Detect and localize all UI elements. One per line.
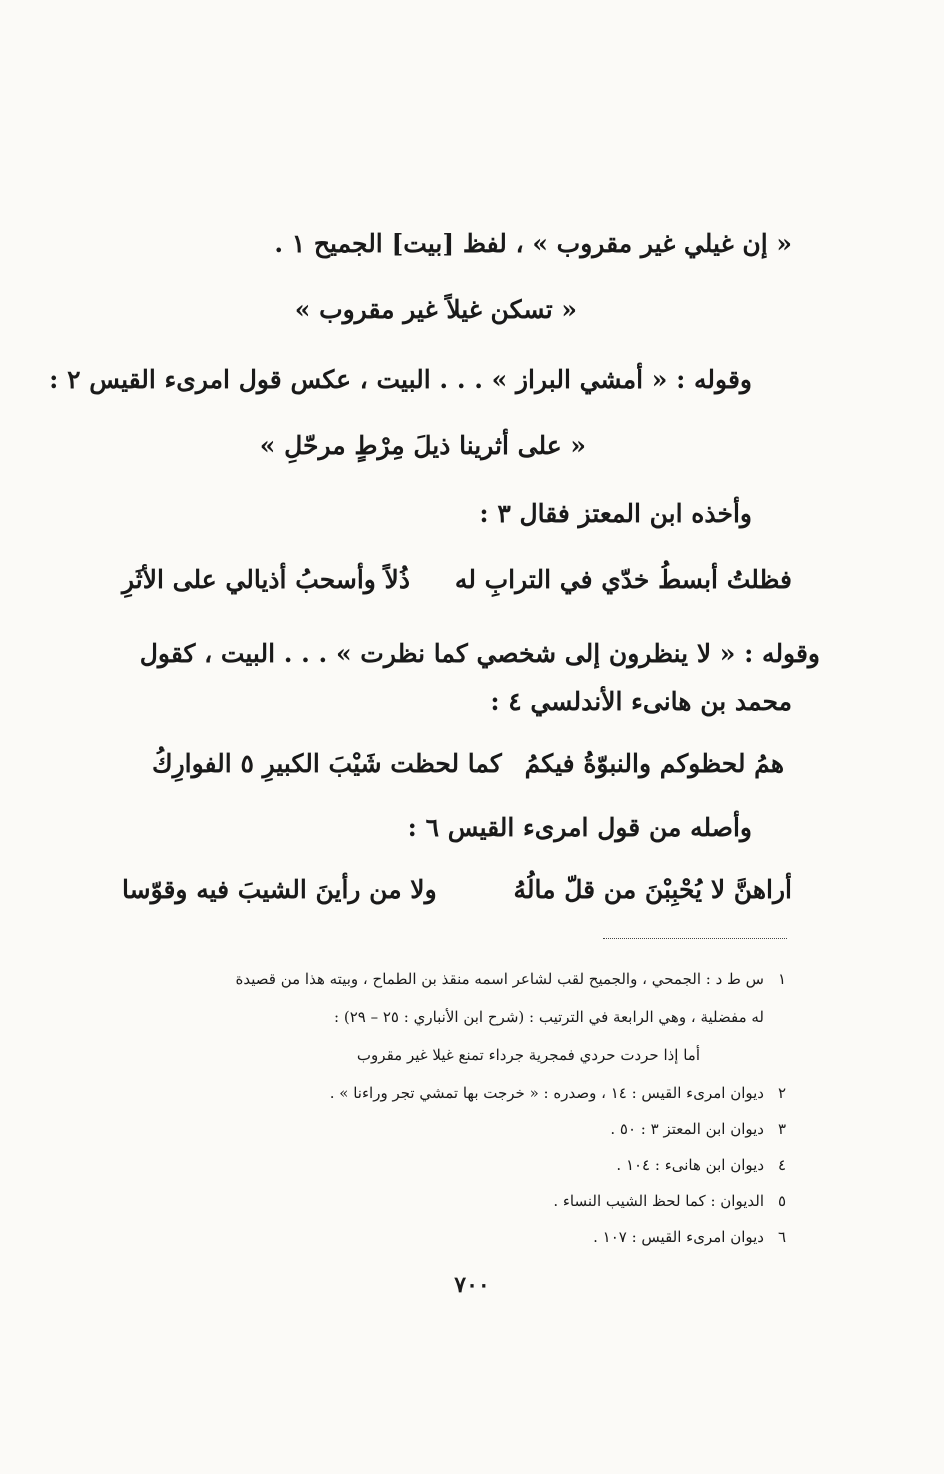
verse-1 (122, 562, 792, 598)
footnote-text: ديوان ابن هانىء : ١٠٤ . (616, 1156, 764, 1174)
footnote-2 (330, 1082, 786, 1104)
text-line-3: وقوله : « أمشي البراز » . . . البيت ، عكس قول امرىء القيس ٢ : (49, 365, 752, 394)
text-line-2: « تسكن غيلاً غير مقروب » (294, 295, 577, 324)
footnote-number: ٢ (777, 1084, 786, 1102)
text-line-5: وأخذه ابن المعتز فقال ٣ : (479, 499, 752, 528)
footnote-text: أما إذا حردت حردي فمجرية جرداء تمنع غيلا غير مقروب (356, 1046, 700, 1064)
footnote-6 (593, 1226, 786, 1248)
footnote-1-verse (357, 1044, 700, 1066)
verse-1-first-hemistich: فظلتُ أبسطُ خدّي في الترابِ له (454, 565, 792, 594)
footnote-1-continued (334, 1006, 764, 1028)
text-line-4: « على أثرينا ذيلَ مِرْطٍ مرحّلِ » (259, 431, 586, 460)
footnote-number: ٦ (777, 1228, 786, 1246)
footnote-number: ٥ (777, 1192, 786, 1210)
text-line-7: محمد بن هانىء الأندلسي ٤ : (490, 687, 792, 716)
footnote-number: ٣ (777, 1120, 786, 1138)
footnote-3 (610, 1118, 786, 1140)
verse-1-second-hemistich: ذُلاً وأسحبُ أذيالي على الأثَرِ (122, 565, 410, 594)
verse-3-second-hemistich: ولا من رأينَ الشيبَ فيه وقوّسا (122, 875, 437, 904)
footnote-number: ١ (777, 970, 786, 988)
text-line-1: « إن غيلي غير مقروب » ، لفظ [بيت] الجميح ١ . (274, 229, 792, 258)
footnote-separator (603, 938, 787, 939)
text-line-6: وقوله : « لا ينظرون إلى شخصي كما نظرت » . . . البيت ، كقول (139, 639, 820, 668)
footnote-number: ٤ (777, 1156, 786, 1174)
verse-2 (152, 746, 784, 782)
footnote-text: س ط د : الجمحي ، والجميح لقب لشاعر اسمه منقذ بن الطماح ، وبيته هذا من قصيدة (235, 970, 764, 988)
verse-2-second-hemistich: كما لحظت شَيْبَ الكبيرِ ٥ الفوارِكُ (152, 749, 502, 778)
footnote-text: ديوان امرىء القيس : ١٠٧ . (593, 1228, 764, 1246)
footnote-text: ديوان ابن المعتز ٣ : ٥٠ . (610, 1120, 764, 1138)
page-number: ٧٠٠ (454, 1272, 490, 1298)
footnote-1 (235, 968, 786, 990)
footnote-text: ديوان امرىء القيس : ١٤ ، وصدره : « خرجت بها تمشي تجر وراءنا » . (329, 1084, 764, 1102)
footnote-5 (553, 1190, 786, 1212)
text-line-8: وأصله من قول امرىء القيس ٦ : (407, 813, 752, 842)
verse-2-first-hemistich: همُ لحظوكم والنبوّةُ فيكمُ (524, 749, 784, 778)
footnote-text: له مفضلية ، وهي الرابعة في الترتيب : (شرح ابن الأنباري : ٢٥ – ٢٩) : (334, 1008, 764, 1026)
verse-3 (122, 872, 792, 908)
verse-3-first-hemistich: أراهنَّ لا يُحْبِبْنَ من قلّ مالُهُ (513, 875, 792, 904)
footnote-4 (616, 1154, 786, 1176)
footnote-text: الديوان : كما لحظ الشيب النساء . (553, 1192, 764, 1210)
